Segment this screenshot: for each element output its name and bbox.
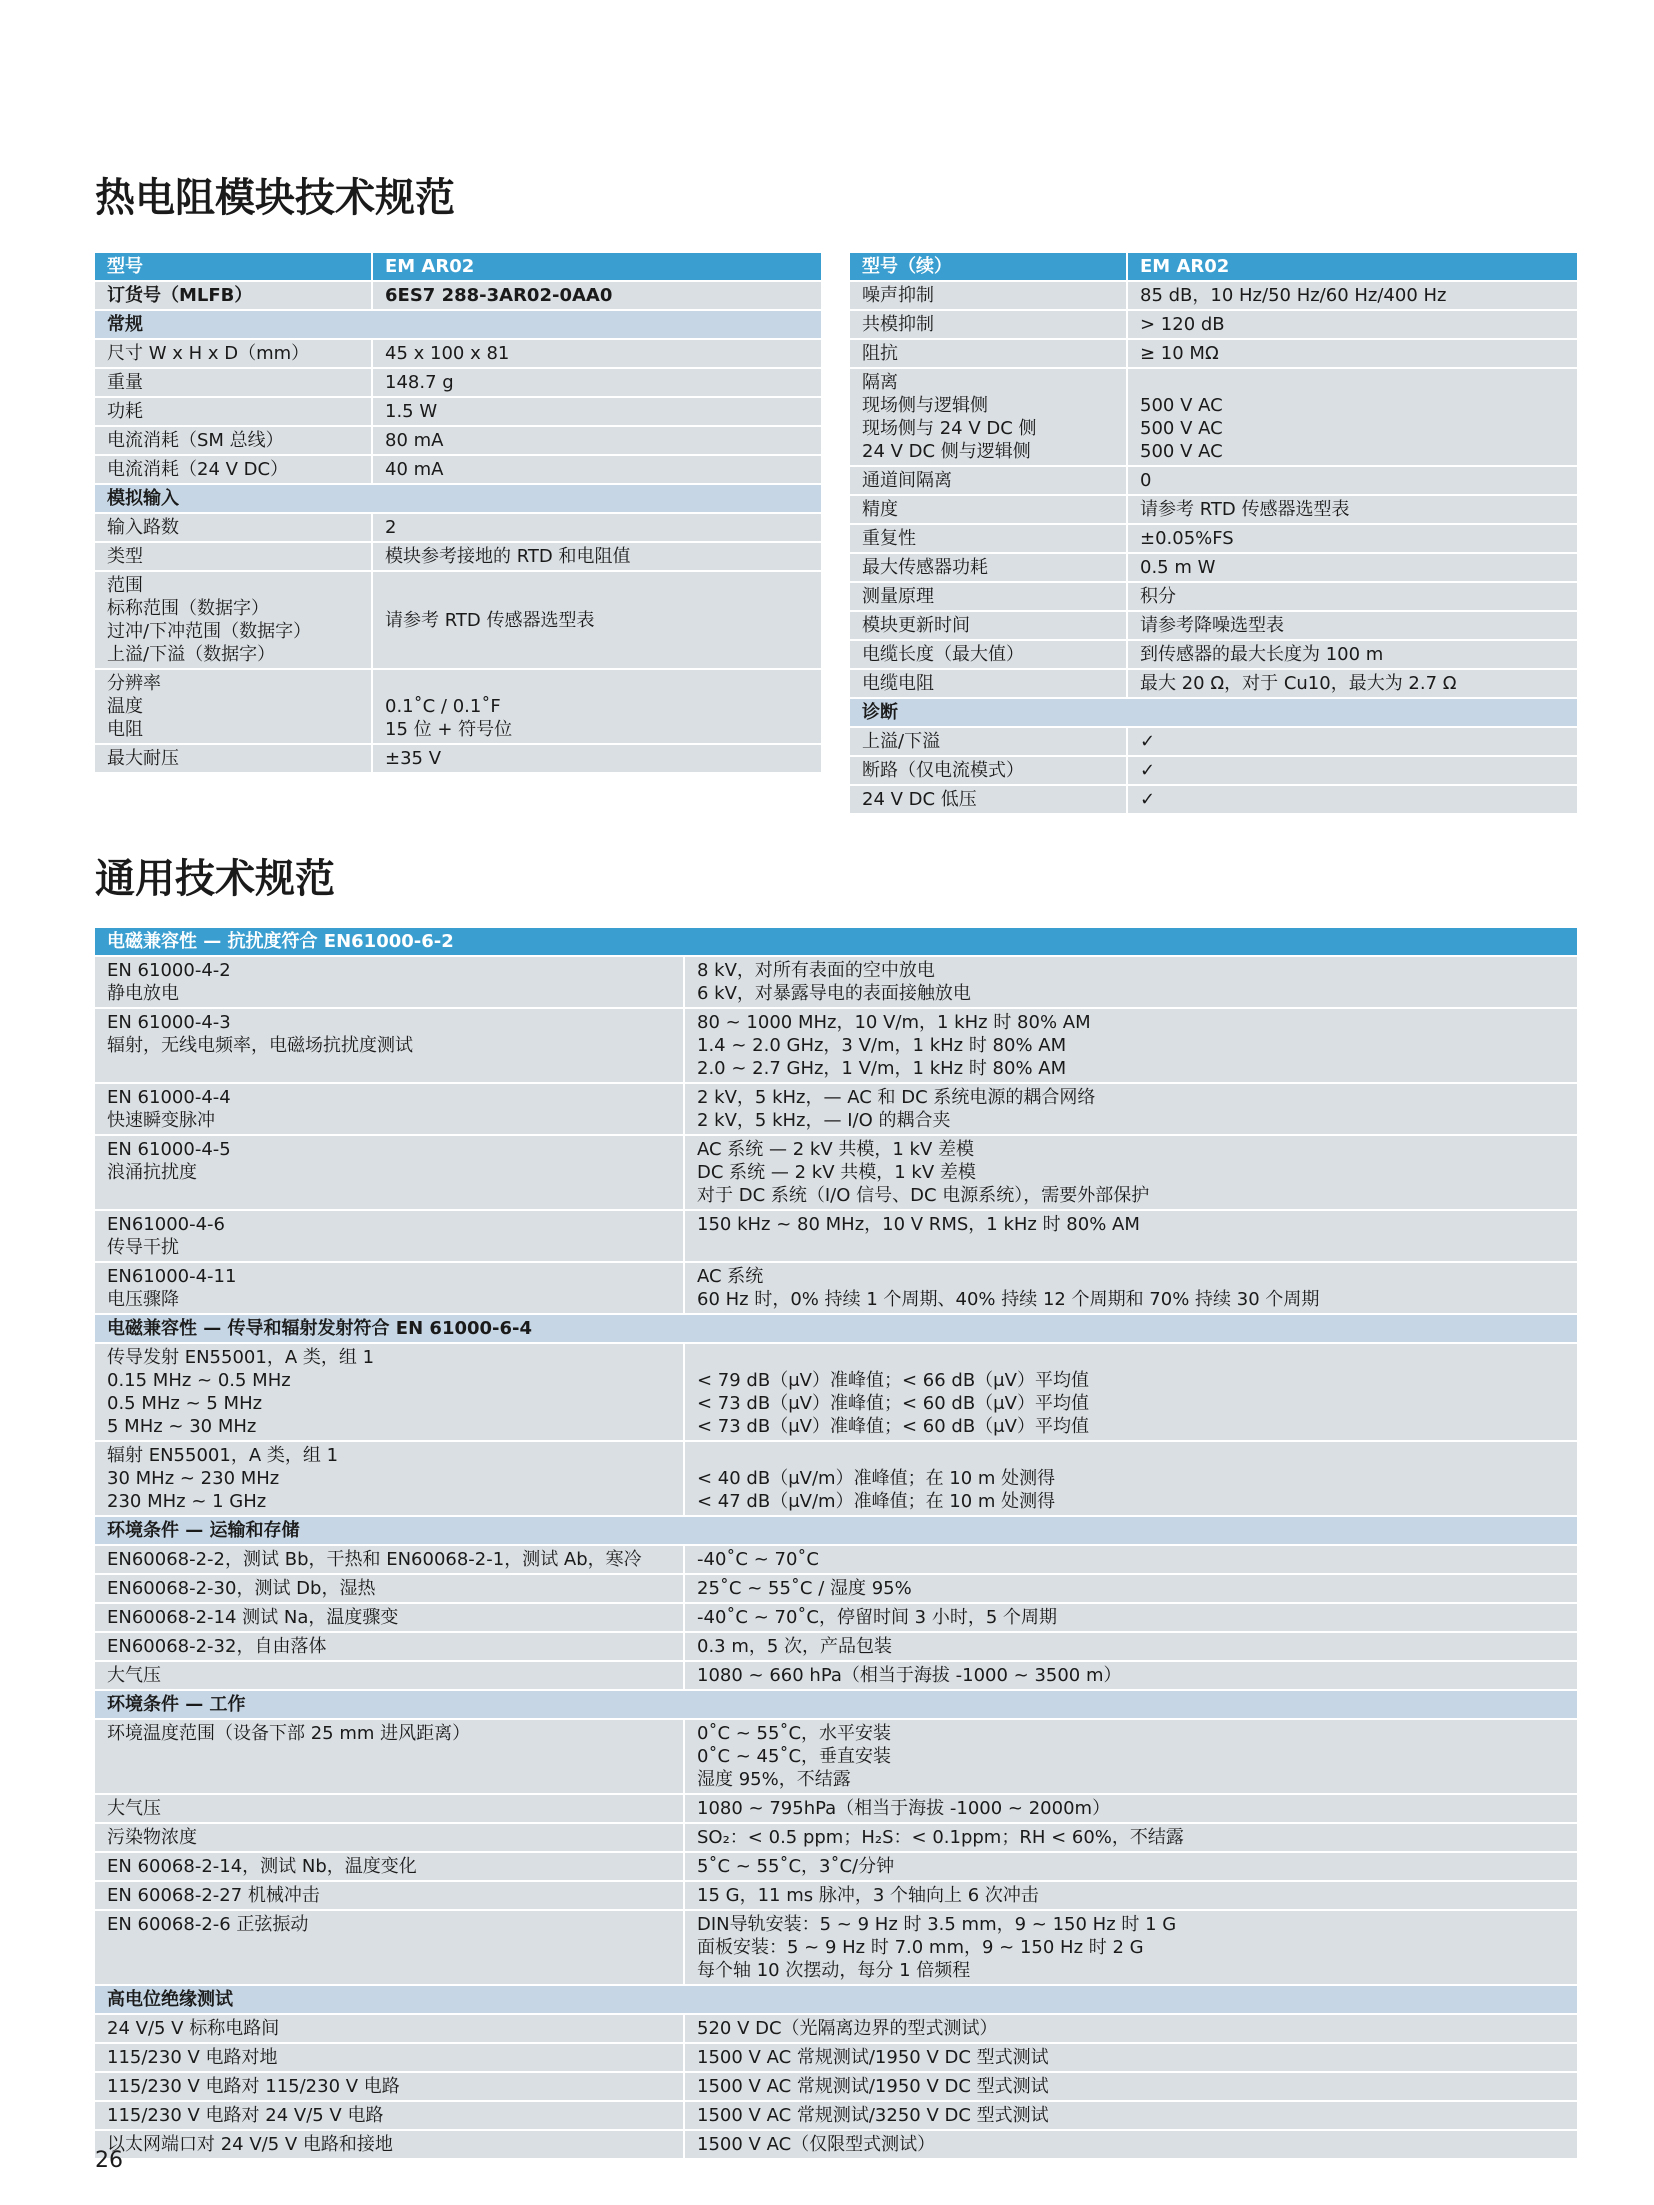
spec-value: 0 <box>1128 467 1577 496</box>
table-row <box>95 1009 1577 1084</box>
spec-label: EN60068-2-2，测试 Bb，干热和 EN60068-2-1，测试 Ab，寒冷 <box>95 1546 685 1575</box>
spec-value: 148.7 g <box>373 369 821 398</box>
spec-label: 订货号（MLFB） <box>95 282 373 311</box>
table-row <box>95 282 821 311</box>
section-row <box>95 1691 1577 1720</box>
table-row <box>850 757 1577 786</box>
table-row <box>95 514 821 543</box>
spec-value: 80 ~ 1000 MHz，10 V/m，1 kHz 时 80% AM 1.4 ~ 2.0 GHz，3 V/m，1 kHz 时 80% AM 2.0 ~ 2.7 GHz，1 V/m，1 kHz 时 80% AM <box>685 1009 1577 1084</box>
spec-label: 大气压 <box>95 1795 685 1824</box>
spec-label: 分辨率 温度 电阻 <box>95 670 373 745</box>
table-row <box>95 1911 1577 1986</box>
spec-value: 请参考降噪选型表 <box>1128 612 1577 641</box>
section-title: 诊断 <box>850 699 1577 728</box>
spec-value: 2 kV，5 kHz，— AC 和 DC 系统电源的耦合网络 2 kV，5 kHz，— I/O 的耦合夹 <box>685 1084 1577 1136</box>
table-row <box>850 311 1577 340</box>
section-title: 环境条件 — 工作 <box>95 1691 1577 1720</box>
spec-value: AC 系统 60 Hz 时，0% 持续 1 个周期、40% 持续 12 个周期和 70% 持续 30 个周期 <box>685 1263 1577 1315</box>
spec-value: 模块参考接地的 RTD 和电阻值 <box>373 543 821 572</box>
table-row <box>95 1136 1577 1211</box>
table-row <box>95 1882 1577 1911</box>
spec-value: 150 kHz ~ 80 MHz，10 V RMS，1 kHz 时 80% AM <box>685 1211 1577 1263</box>
table-row <box>95 1720 1577 1795</box>
spec-label: 电缆长度（最大值） <box>850 641 1128 670</box>
spec-label: 模块更新时间 <box>850 612 1128 641</box>
spec-label: 范围 标称范围（数据字） 过冲/下冲范围（数据字） 上溢/下溢（数据字） <box>95 572 373 670</box>
spec-value: SO₂：< 0.5 ppm；H₂S：< 0.1ppm；RH < 60%，不结露 <box>685 1824 1577 1853</box>
table-row <box>95 745 821 774</box>
spec-value: 1500 V AC 常规测试/1950 V DC 型式测试 <box>685 2073 1577 2102</box>
spec-value: -40˚C ~ 70˚C <box>685 1546 1577 1575</box>
table-row <box>95 1795 1577 1824</box>
spec-label: 功耗 <box>95 398 373 427</box>
spec-value: 8 kV，对所有表面的空中放电 6 kV，对暴露导电的表面接触放电 <box>685 957 1577 1009</box>
rtd-spec-title: 热电阻模块技术规范 <box>95 175 455 221</box>
table-header-row <box>95 253 821 282</box>
spec-value: 520 V DC（光隔离边界的型式测试） <box>685 2015 1577 2044</box>
spec-value: 1500 V AC（仅限型式测试） <box>685 2131 1577 2160</box>
table-row <box>95 572 821 670</box>
spec-value: 15 G，11 ms 脉冲，3 个轴向上 6 次冲击 <box>685 1882 1577 1911</box>
section-row <box>95 1986 1577 2015</box>
spec-label: 阻抗 <box>850 340 1128 369</box>
table-row <box>95 670 821 745</box>
spec-value: 85 dB，10 Hz/50 Hz/60 Hz/400 Hz <box>1128 282 1577 311</box>
spec-value: ✓ <box>1128 786 1577 815</box>
table-row <box>95 1853 1577 1882</box>
table-header-row <box>850 253 1577 282</box>
spec-value: ≥ 10 MΩ <box>1128 340 1577 369</box>
spec-value: AC 系统 — 2 kV 共模，1 kV 差模 DC 系统 — 2 kV 共模，1 kV 差模 对于 DC 系统（I/O 信号、DC 电源系统），需要外部保护 <box>685 1136 1577 1211</box>
rtd-spec-table-right <box>850 253 1577 815</box>
spec-value: < 40 dB（μV/m）准峰值；在 10 m 处测得 < 47 dB（μV/m）准峰值；在 10 m 处测得 <box>685 1442 1577 1517</box>
spec-value: 5˚C ~ 55˚C，3˚C/分钟 <box>685 1853 1577 1882</box>
spec-label: 以太网端口对 24 V/5 V 电路和接地 <box>95 2131 685 2160</box>
header-cell-product: EM AR02 <box>1128 253 1577 282</box>
table-row <box>850 612 1577 641</box>
section-title: 高电位绝缘测试 <box>95 1986 1577 2015</box>
spec-label: 最大传感器功耗 <box>850 554 1128 583</box>
spec-value: 积分 <box>1128 583 1577 612</box>
table-row <box>850 554 1577 583</box>
spec-label: 电流消耗（SM 总线） <box>95 427 373 456</box>
spec-label: EN 60068-2-27 机械冲击 <box>95 1882 685 1911</box>
table-row <box>95 1546 1577 1575</box>
table-row <box>850 728 1577 757</box>
table-row <box>95 2131 1577 2160</box>
spec-label: 噪声抑制 <box>850 282 1128 311</box>
table-row <box>95 1442 1577 1517</box>
table-row <box>850 467 1577 496</box>
spec-value: 500 V AC 500 V AC 500 V AC <box>1128 369 1577 467</box>
spec-value: 请参考 RTD 传感器选型表 <box>1128 496 1577 525</box>
spec-label: EN60068-2-32，自由落体 <box>95 1633 685 1662</box>
header-cell-model: 型号（续） <box>850 253 1128 282</box>
spec-value: 1500 V AC 常规测试/1950 V DC 型式测试 <box>685 2044 1577 2073</box>
spec-value: 请参考 RTD 传感器选型表 <box>373 572 821 670</box>
spec-label: EN60068-2-30，测试 Db，湿热 <box>95 1575 685 1604</box>
spec-value: 1.5 W <box>373 398 821 427</box>
spec-value: 40 mA <box>373 456 821 485</box>
spec-value: 1080 ~ 795hPa（相当于海拔 -1000 ~ 2000m） <box>685 1795 1577 1824</box>
spec-value: 80 mA <box>373 427 821 456</box>
spec-label: 上溢/下溢 <box>850 728 1128 757</box>
table-row <box>850 641 1577 670</box>
table-row <box>95 957 1577 1009</box>
section-title: 常规 <box>95 311 821 340</box>
general-spec-table <box>95 928 1577 2160</box>
table-row <box>95 2044 1577 2073</box>
spec-label: 大气压 <box>95 1662 685 1691</box>
table-row <box>95 2102 1577 2131</box>
spec-label: EN 60068-2-6 正弦振动 <box>95 1911 685 1986</box>
spec-label: 24 V/5 V 标称电路间 <box>95 2015 685 2044</box>
rtd-spec-table-left <box>95 253 821 774</box>
spec-label: 输入路数 <box>95 514 373 543</box>
table-row <box>850 369 1577 467</box>
spec-label: 115/230 V 电路对 24 V/5 V 电路 <box>95 2102 685 2131</box>
table-row <box>95 1604 1577 1633</box>
spec-label: 电流消耗（24 V DC） <box>95 456 373 485</box>
header-cell-product: EM AR02 <box>373 253 821 282</box>
spec-value: ✓ <box>1128 757 1577 786</box>
spec-value: 1500 V AC 常规测试/3250 V DC 型式测试 <box>685 2102 1577 2131</box>
spec-label: 尺寸 W x H x D（mm） <box>95 340 373 369</box>
spec-label: 通道间隔离 <box>850 467 1128 496</box>
spec-value: 25˚C ~ 55˚C / 湿度 95% <box>685 1575 1577 1604</box>
table-row <box>95 1344 1577 1442</box>
spec-value: 0.1˚C / 0.1˚F 15 位 + 符号位 <box>373 670 821 745</box>
spec-label: 环境温度范围（设备下部 25 mm 进风距离） <box>95 1720 685 1795</box>
section-title: 模拟输入 <box>95 485 821 514</box>
table-row <box>95 1575 1577 1604</box>
spec-value: ±0.05%FS <box>1128 525 1577 554</box>
spec-value: > 120 dB <box>1128 311 1577 340</box>
table-row <box>95 1084 1577 1136</box>
spec-value: < 79 dB（μV）准峰值；< 66 dB（μV）平均值 < 73 dB（μV）准峰值；< 60 dB（μV）平均值 < 73 dB（μV）准峰值；< 60 dB（μV）平均值 <box>685 1344 1577 1442</box>
section-row <box>95 311 821 340</box>
section-row <box>850 699 1577 728</box>
spec-label: EN61000-4-6 传导干扰 <box>95 1211 685 1263</box>
table-row <box>95 2073 1577 2102</box>
spec-label: 最大耐压 <box>95 745 373 774</box>
general-spec-title: 通用技术规范 <box>95 856 335 902</box>
section-row <box>95 485 821 514</box>
table-row <box>850 670 1577 699</box>
spec-value: 到传感器的最大长度为 100 m <box>1128 641 1577 670</box>
section-title: 环境条件 — 运输和存储 <box>95 1517 1577 1546</box>
table-row <box>95 1633 1577 1662</box>
spec-label: EN 61000-4-3 辐射，无线电频率，电磁场抗扰度测试 <box>95 1009 685 1084</box>
spec-value: 1080 ~ 660 hPa（相当于海拔 -1000 ~ 3500 m） <box>685 1662 1577 1691</box>
table-row <box>95 2015 1577 2044</box>
spec-label: EN60068-2-14 测试 Na，温度骤变 <box>95 1604 685 1633</box>
spec-label: EN 61000-4-5 浪涌抗扰度 <box>95 1136 685 1211</box>
spec-label: 断路（仅电流模式） <box>850 757 1128 786</box>
table-row <box>95 1662 1577 1691</box>
spec-value: 2 <box>373 514 821 543</box>
section-row <box>95 1315 1577 1344</box>
spec-label: 污染物浓度 <box>95 1824 685 1853</box>
table-row <box>850 496 1577 525</box>
table-row <box>95 1263 1577 1315</box>
table-row <box>850 340 1577 369</box>
table-row <box>95 1824 1577 1853</box>
spec-label: EN 61000-4-4 快速瞬变脉冲 <box>95 1084 685 1136</box>
table-row <box>95 543 821 572</box>
table-row <box>95 456 821 485</box>
spec-value: ✓ <box>1128 728 1577 757</box>
spec-value: -40˚C ~ 70˚C，停留时间 3 小时，5 个周期 <box>685 1604 1577 1633</box>
section-title: 电磁兼容性 — 抗扰度符合 EN61000-6-2 <box>95 928 1577 957</box>
table-row <box>95 1211 1577 1263</box>
spec-label: 测量原理 <box>850 583 1128 612</box>
spec-value: 0.3 m，5 次，产品包装 <box>685 1633 1577 1662</box>
section-header-row <box>95 928 1577 957</box>
spec-value: DIN导轨安装：5 ~ 9 Hz 时 3.5 mm，9 ~ 150 Hz 时 1 G 面板安装：5 ~ 9 Hz 时 7.0 mm，9 ~ 150 Hz 时 2 G 每个轴 10 次摆动，每分 1 倍频程 <box>685 1911 1577 1986</box>
section-title: 电磁兼容性 — 传导和辐射发射符合 EN 61000-6-4 <box>95 1315 1577 1344</box>
table-row <box>850 282 1577 311</box>
spec-value: ±35 V <box>373 745 821 774</box>
spec-label: 115/230 V 电路对 115/230 V 电路 <box>95 2073 685 2102</box>
spec-value: 0˚C ~ 55˚C，水平安装 0˚C ~ 45˚C，垂直安装 湿度 95%，不结露 <box>685 1720 1577 1795</box>
spec-label: 115/230 V 电路对地 <box>95 2044 685 2073</box>
section-row <box>95 1517 1577 1546</box>
spec-value: 0.5 m W <box>1128 554 1577 583</box>
table-row <box>95 340 821 369</box>
spec-value: 6ES7 288-3AR02-0AA0 <box>373 282 821 311</box>
spec-value: 最大 20 Ω，对于 Cu10，最大为 2.7 Ω <box>1128 670 1577 699</box>
page-number: 26 <box>95 2148 123 2173</box>
table-row <box>95 398 821 427</box>
spec-label: 类型 <box>95 543 373 572</box>
table-row <box>95 369 821 398</box>
spec-value: 45 x 100 x 81 <box>373 340 821 369</box>
spec-label: 隔离 现场侧与逻辑侧 现场侧与 24 V DC 侧 24 V DC 侧与逻辑侧 <box>850 369 1128 467</box>
spec-label: EN 61000-4-2 静电放电 <box>95 957 685 1009</box>
spec-label: 重量 <box>95 369 373 398</box>
table-row <box>850 786 1577 815</box>
spec-label: EN 60068-2-14，测试 Nb，温度变化 <box>95 1853 685 1882</box>
spec-label: 24 V DC 低压 <box>850 786 1128 815</box>
spec-label: 重复性 <box>850 525 1128 554</box>
table-row <box>95 427 821 456</box>
spec-label: 辐射 EN55001，A 类，组 1 30 MHz ~ 230 MHz 230 MHz ~ 1 GHz <box>95 1442 685 1517</box>
header-cell-model: 型号 <box>95 253 373 282</box>
spec-label: 电缆电阻 <box>850 670 1128 699</box>
spec-label: 精度 <box>850 496 1128 525</box>
spec-label: 共模抑制 <box>850 311 1128 340</box>
table-row <box>850 525 1577 554</box>
spec-label: 传导发射 EN55001，A 类，组 1 0.15 MHz ~ 0.5 MHz 0.5 MHz ~ 5 MHz 5 MHz ~ 30 MHz <box>95 1344 685 1442</box>
spec-label: EN61000-4-11 电压骤降 <box>95 1263 685 1315</box>
table-row <box>850 583 1577 612</box>
